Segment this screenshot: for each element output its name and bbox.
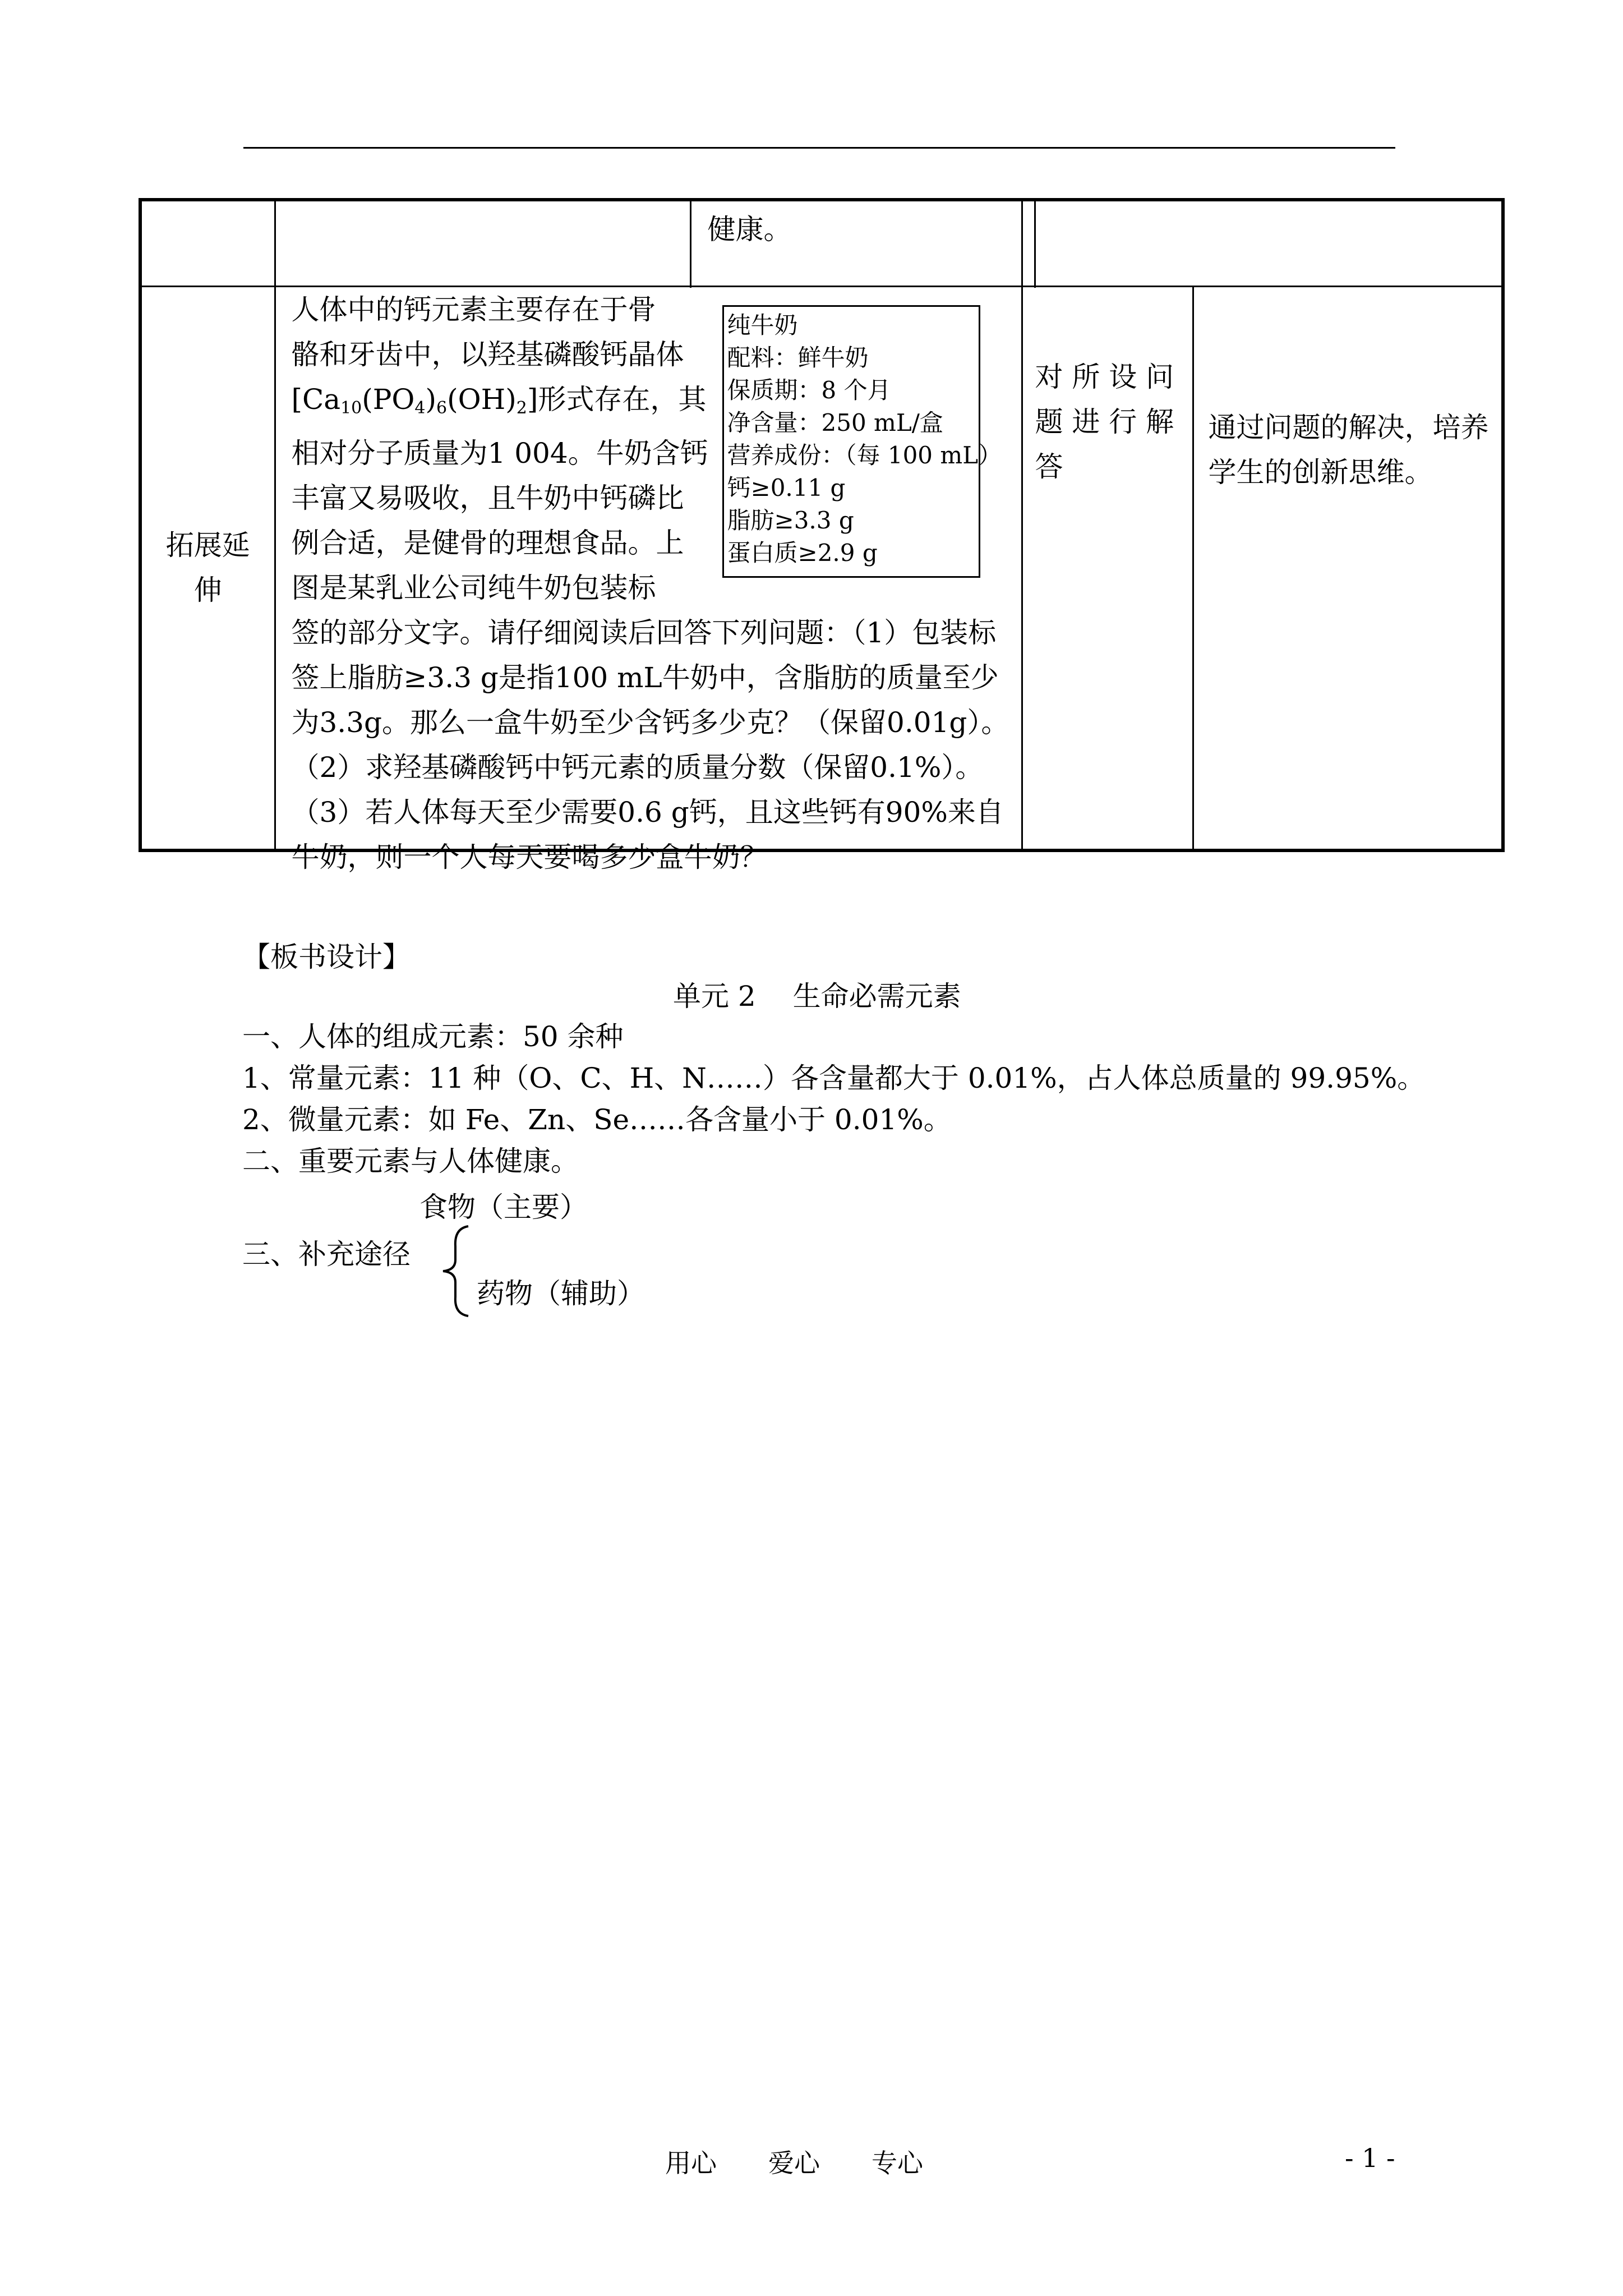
section-label: 拓展延 伸 — [140, 286, 275, 850]
student-activity-cell: 对 所 设 问 题 进 行 解 答 — [1022, 286, 1193, 850]
board-heading: 【板书设计】 — [242, 941, 411, 973]
curly-brace-icon — [437, 1224, 471, 1318]
board-line-5: 三、补充途径 — [242, 1238, 411, 1271]
lesson-table — [139, 198, 1505, 873]
footer-motto: 用心 爱心 专心 — [665, 2148, 923, 2178]
table-cell — [140, 200, 275, 286]
board-line-2: 1、常量元素：11 种（O、C、H、N……）各含量都大于 0.01%，占人体总质量的 99.95%。 — [242, 1062, 1426, 1094]
question-cell — [275, 286, 1022, 873]
goal-cell: 通过问题的解决，培养 学生的创新思维。 — [1193, 286, 1503, 850]
table-row — [140, 200, 1503, 286]
board-line-4: 二、重要元素与人体健康。 — [242, 1145, 579, 1177]
header-rule — [243, 147, 1395, 149]
board-line-1: 一、人体的组成元素：50 余种 — [242, 1020, 624, 1053]
milk-label-box: 纯牛奶 配料：鲜牛奶 保质期：8 个月 净含量：250 mL/盒 营养成份：（每 100 mL） 钙≥0.11 g 脂肪≥3.3 g 蛋白质≥2.9 g — [722, 305, 980, 578]
table-row — [140, 286, 1503, 850]
page-number: - 1 - — [1345, 2143, 1395, 2173]
formula-line: $[Ca_{10}(PO_4)_6(OH)_2]$形式存在，其 — [291, 383, 707, 418]
question-text: 人体中的钙元素主要存在于骨 骼和牙齿中，以羟基磷酸钙晶体 $[Ca_{10}(PO_4)_6(OH)_2]$形式存在，其 相对分子质量为1 004。牛奶含钙 丰富又易吸收，且牛奶中钙磷比 例合适，是健骨的理想食品。上 图是某乳业公司纯牛奶包装标 签的部分文字。请仔细阅读后回答下列问题：（1）包装标 签上脂肪≥3.3 g是指100 mL牛奶中，含脂肪的质量至少 为3.3g。那么一盒牛奶至少含钙多少克？（保留0.01g）。 （2）求羟基磷酸钙中钙元素的质量分数（保留0.1%）。 （3）若人体每天至少需要0.6 g钙，且这些钙有90%来自 牛奶，则一个人每天要喝多少盒牛奶？ — [291, 293, 1009, 873]
board-title: 单元 2 生命必需元素 — [673, 980, 961, 1013]
row1-text: 健康。 — [707, 213, 792, 246]
table-cell — [275, 200, 1022, 286]
board-line-3: 2、微量元素：如 Fe、Zn、Se……各含量小于 0.01%。 — [242, 1103, 952, 1136]
board-medicine: 药物（辅助） — [477, 1277, 645, 1310]
board-food: 食物（主要） — [419, 1191, 588, 1223]
table-cell — [1022, 200, 1503, 286]
